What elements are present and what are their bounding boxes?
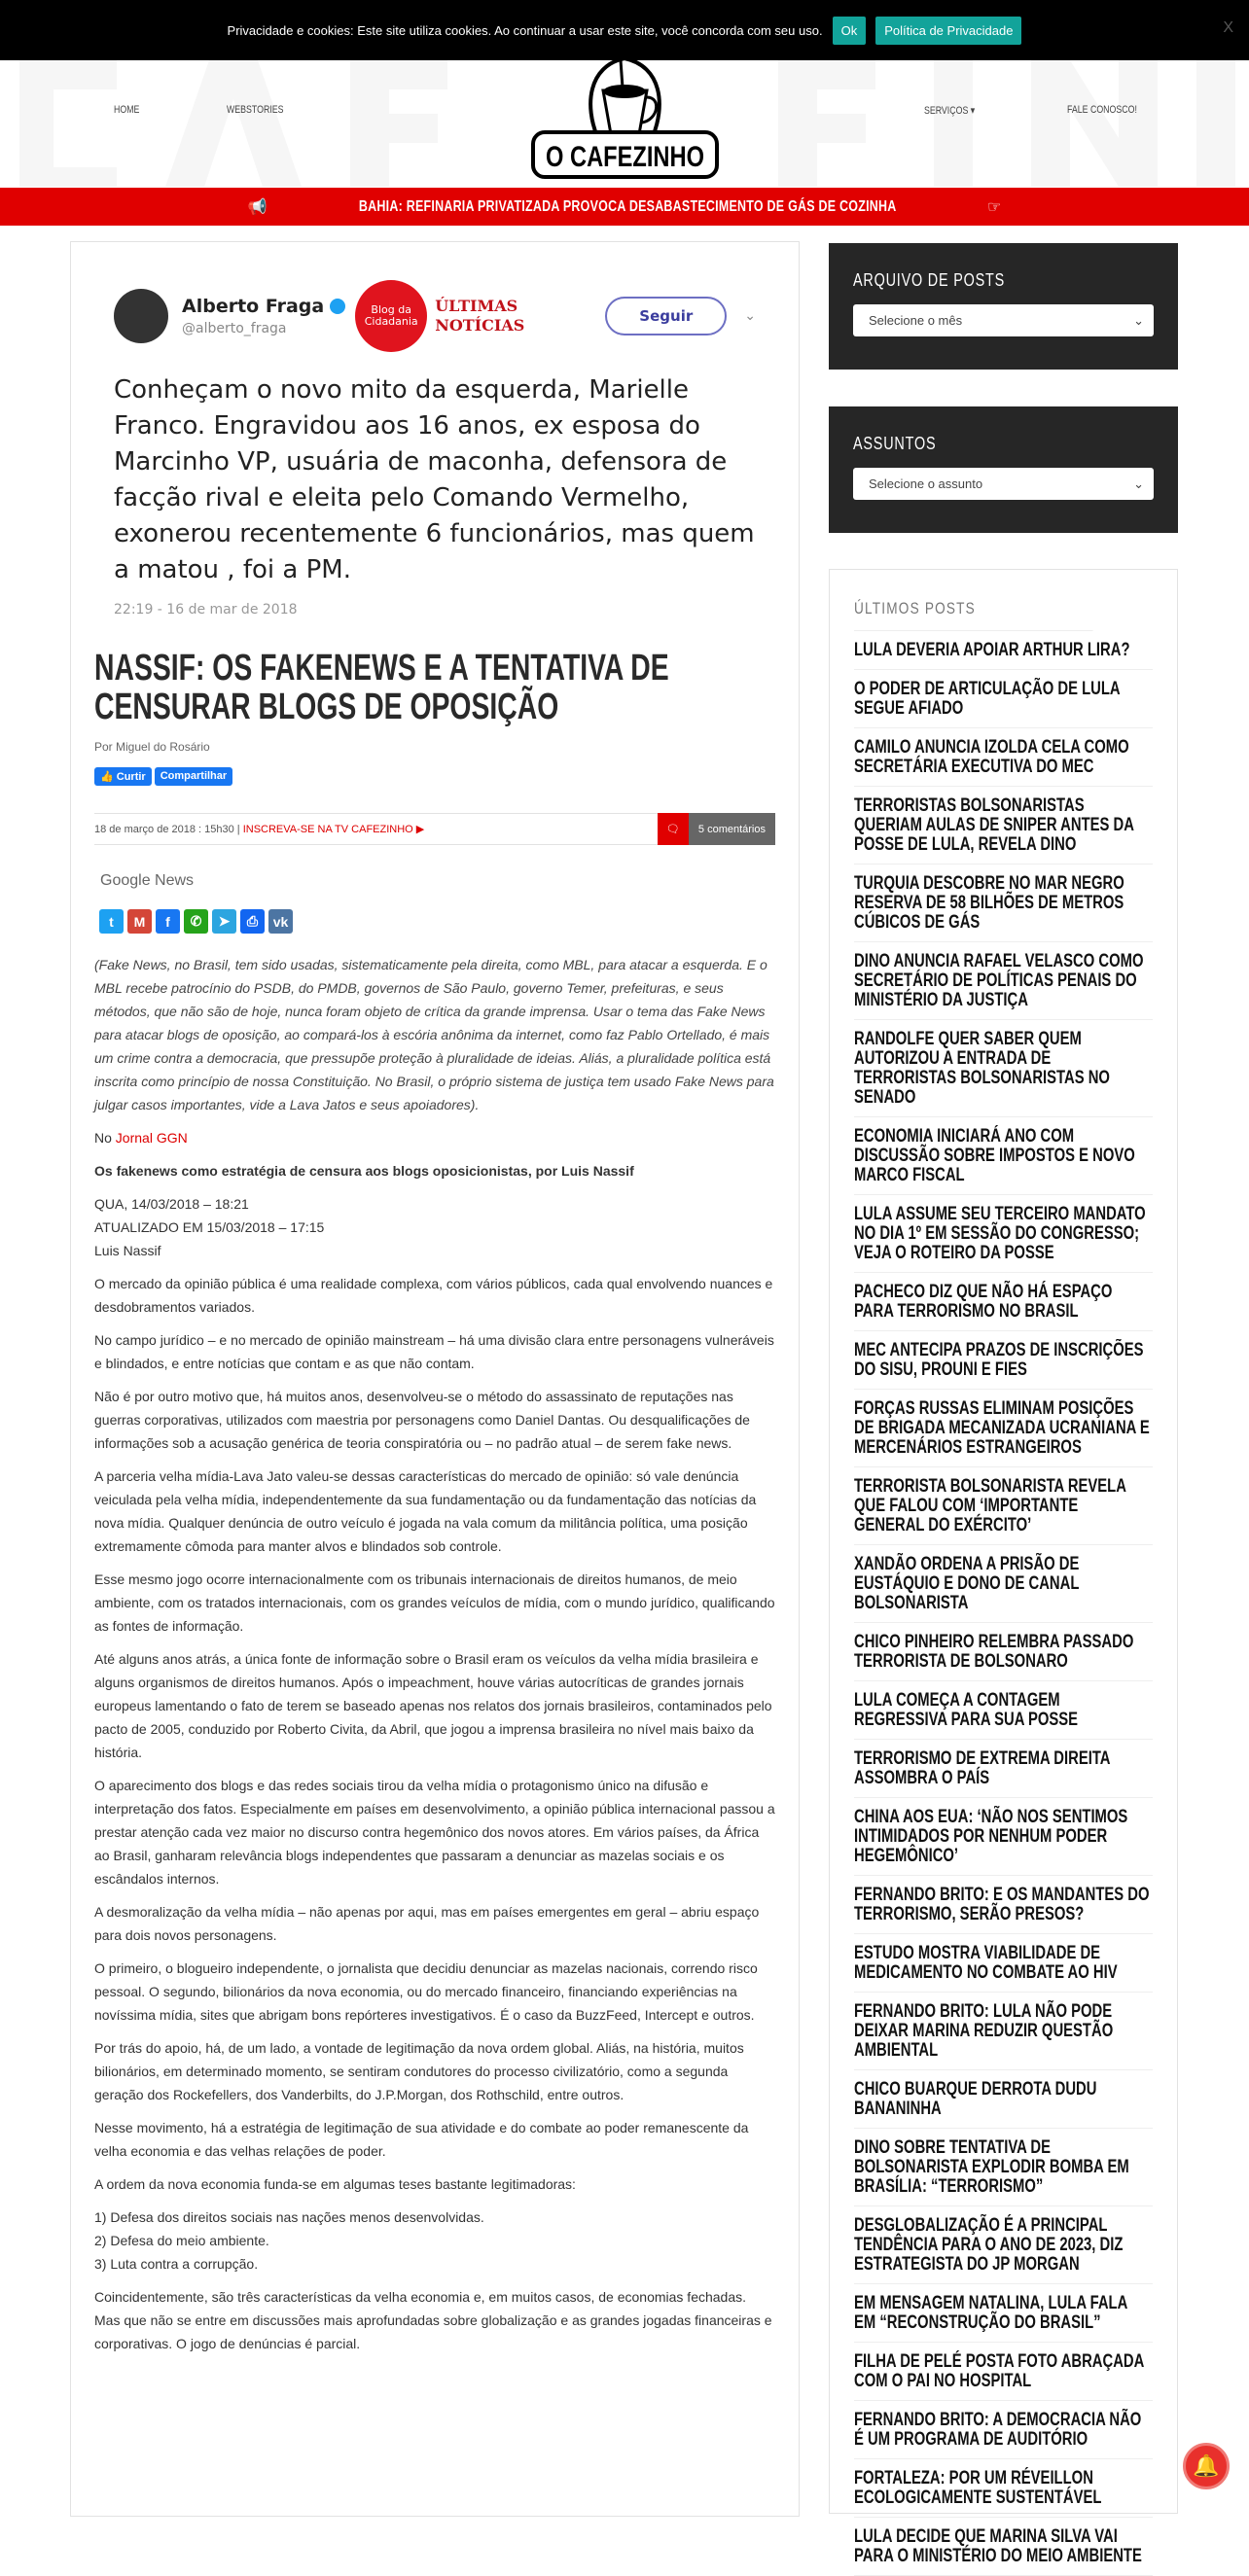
latest-post-link[interactable]: DINO ANUNCIA RAFAEL VELASCO COMO SECRETÁRIO DE POLÍTICAS PENAIS DO MINISTÉRIO DA JUSTIÇA <box>854 942 1153 1020</box>
site-logo[interactable] <box>530 47 720 183</box>
tweet-timestamp: 22:19 - 16 de mar de 2018 <box>114 602 298 618</box>
megaphone-icon: 📢 <box>247 198 268 216</box>
latest-post-link[interactable]: FILHA DE PELÉ POSTA FOTO ABRAÇADA COM O PAI NO HOSPITAL <box>854 2343 1153 2401</box>
latest-post-link[interactable]: ECONOMIA INICIARÁ ANO COM DISCUSSÃO SOBRE IMPOSTOS E NOVO MARCO FISCAL <box>854 1117 1153 1195</box>
whatsapp-share-icon[interactable]: ✆ <box>184 909 208 934</box>
latest-post-link[interactable]: LULA DEVERIA APOIAR ARTHUR LIRA? <box>854 631 1153 670</box>
topic-select[interactable]: Selecione o assunto ⌄ <box>853 468 1154 500</box>
cookie-ok-button[interactable]: Ok <box>833 17 867 45</box>
paragraph: O mercado da opinião pública é uma realidade complexa, com vários públicos, cada qual envolvendo nuances e desdobramentos variados. <box>94 1276 773 1315</box>
news-ticker[interactable] <box>0 188 1249 226</box>
latest-post-link[interactable]: CHICO PINHEIRO RELEMBRA PASSADO TERRORISTA DE BOLSONARO <box>854 1623 1153 1681</box>
archive-month-select[interactable]: Selecione o mês ⌄ <box>853 304 1154 336</box>
jornal-ggn-link[interactable]: Jornal GGN <box>115 1130 188 1146</box>
verified-icon <box>330 299 345 314</box>
tweet-follow-button: Seguir <box>605 297 727 335</box>
telegram-share-icon[interactable]: ➤ <box>212 909 236 934</box>
latest-post-link[interactable]: TERRORISMO DE EXTREMA DIREITA ASSOMBRA O PAÍS <box>854 1740 1153 1798</box>
nav-webstories[interactable]: WEBSTORIES <box>227 104 284 116</box>
paragraph: O primeiro, o blogueiro independente, o jornalista que decidiu denunciar as mazelas nacionais, correndo risco pessoal. O segundo, bilionários da nova economia, ou do mercado financeiro, financiando experiências na novíssima mídia, sites que abrigam bons repórteres investigativos. É o caso da BuzzFeed, Intercept e outros. <box>94 1960 758 2023</box>
paragraph: Não é por outro motivo que, há muitos anos, desenvolveu-se o método do assassinato de reputações nas guerras corporativas, utilizados com maestria por personagens como Daniel Dantas. Ou desqualificações de informações sob a acusação genérica de teoria conspiratória ou – no padrão atual – de serem fake news. <box>94 1389 750 1451</box>
latest-post-link[interactable]: FERNANDO BRITO: A DEMOCRACIA NÃO É UM PROGRAMA DE AUDITÓRIO <box>854 2401 1153 2459</box>
paragraph: Até alguns anos atrás, a única fonte de informação sobre o Brasil eram os veículos da velha mídia brasileira e alguns organismos de direitos humanos. Após o impeachment, houve várias autocríticas de grandes jornais europeus lamentando o fato de terem se baseado apenas nos relatos dos jornais brasileiros, contaminados pelo pacto de 2005, conduzido por Roberto Civita, da Abril, que jogou a imprensa brasileira no nível mais baixo da história. <box>94 1651 772 1760</box>
paragraph: A parceria velha mídia-Lava Jato valeu-se dessas características do mercado de opinião: só vale denúncia veiculada pela velha mídia, independentemente da sua fundamentação ou da fundamentação das notícias da nova mídia. Qualquer denúncia de outro veículo é jogada na vala comum da militância política, uma posição extremamente cômoda para manter alvos e blindados sob controle. <box>94 1468 757 1554</box>
tweet-author: Alberto Fraga <box>182 296 325 317</box>
list-item: 3) Luta contra a corrupção. <box>94 2256 259 2272</box>
latest-post-link[interactable]: LULA DECIDE QUE MARINA SILVA VAI PARA O MINISTÉRIO DO MEIO AMBIENTE <box>854 2518 1153 2576</box>
paragraph: No campo jurídico – e no mercado de opinião mainstream – há uma divisão clara entre personagens vulneráveis e blindados, e entre notícias que contam e as que não contam. <box>94 1332 774 1371</box>
privacy-policy-button[interactable]: Política de Privacidade <box>875 17 1021 45</box>
list-item: 2) Defesa do meio ambiente. <box>94 2233 269 2248</box>
facebook-share-button[interactable]: Compartilhar <box>155 767 232 786</box>
subscribe-tv-link[interactable]: INSCREVA-SE NA TV CAFEZINHO ▶ <box>242 824 425 835</box>
archive-widget <box>829 243 1178 370</box>
dateline: QUA, 14/03/2018 – 18:21 <box>94 1196 249 1212</box>
article-date: 18 de março de 2018 : 15h30 | <box>94 823 240 835</box>
nav-fale-conosco[interactable]: FALE CONOSCO! <box>1067 104 1137 116</box>
tweet-identity <box>182 296 345 336</box>
intro-paragraph: (Fake News, no Brasil, tem sido usadas, sistematicamente pela direita, como MBL, para atacar a esquerda. E o MBL recebe patrocínio do PSDB, do PMDB, governos de São Paulo, governo Temer, prefeituras, e seus métodos, que não são de hoje, nunca foram objeto de crítica da grande imprensa. Usar o tema das Fake News para atacar blogs de oposição, ao compará-los à escória anônima da internet, como faz Pablo Ortellado, é mais um crime contra a democracia, que pressupõe proteção à pluralidade de ideias. Aliás, a pluralidade política está inscrita como princípio de nossa Constituição. No Brasil, o próprio sistema de justiça tem usado Fake News para julgar casos importantes, vide a Lava Jatos e seus apoiadores). <box>94 957 774 1112</box>
paragraph: Por trás do apoio, há, de um lado, a vontade de legitimação da nova ordem global. Aliás, na história, muitos bilionários, em determinado momento, se sentiram condutores do processo civilizatório, como a segunda geração dos Rockefellers, dos Vanderbilts, do J.P.Morgan, dos Rothschild, entre outros. <box>94 2040 744 2102</box>
latest-post-link[interactable]: FERNANDO BRITO: LULA NÃO PODE DEIXAR MARINA REDUZIR QUESTÃO AMBIENTAL <box>854 1993 1153 2070</box>
notification-bell-button[interactable] <box>1183 2443 1230 2489</box>
tweet-screenshot-image <box>75 248 795 631</box>
latest-post-link[interactable]: XANDÃO ORDENA A PRISÃO DE EUSTÁQUIO E DONO DE CANAL BOLSONARISTA <box>854 1545 1153 1623</box>
paragraph: Coincidentemente, são três características da velha economia e, em muitos casos, de economias fechadas. Mas que não se entre em discussões mais aprofundadas sobre globalização e as grandes jogadas financeiras e corporativas. O jogo de denúncias é parcial. <box>94 2289 772 2351</box>
bell-icon: 🔔 <box>1193 2453 1220 2478</box>
latest-post-link[interactable]: TURQUIA DESCOBRE NO MAR NEGRO RESERVA DE 58 BILHÕES DE METROS CÚBICOS DE GÁS <box>854 865 1153 942</box>
vk-share-icon[interactable]: vk <box>268 909 293 934</box>
dateline-updated: ATUALIZADO EM 15/03/2018 – 17:15 <box>94 1219 325 1235</box>
twitter-share-icon[interactable]: t <box>99 909 124 934</box>
article-subtitle: Os fakenews como estratégia de censura aos blogs oposicionistas, por Luis Nassif <box>94 1163 634 1179</box>
topics-title: ASSUNTOS <box>853 434 937 453</box>
paragraph: Nesse movimento, há a estratégia de legitimação de sua atividade e do combate ao poder remanescente da velha economia e das velhas relações de poder. <box>94 2120 749 2159</box>
latest-post-link[interactable]: FORTALEZA: POR UM RÉVEILLON ECOLOGICAMENTE SUSTENTÁVEL <box>854 2459 1153 2518</box>
tweet-text: Conheçam o novo mito da esquerda, Marielle Franco. Engravidou aos 16 anos, ex esposa do Marcinho VP, usuária de maconha, defensora de facção rival e eleita pelo Comando Vermelho, exonerou recentemente 6 funcionários, mas quem a matou , foi a PM. <box>114 375 755 584</box>
share-icons <box>99 909 775 934</box>
comments-count[interactable]: 5 comentários <box>689 813 775 845</box>
latest-post-link[interactable]: PACHECO DIZ QUE NÃO HÁ ESPAÇO PARA TERRORISMO NO BRASIL <box>854 1273 1153 1331</box>
article-meta <box>94 813 775 845</box>
latest-post-link[interactable]: TERRORISTA BOLSONARISTA REVELA QUE FALOU COM ‘IMPORTANTE GENERAL DO EXÉRCITO’ <box>854 1467 1153 1545</box>
article-title: NASSIF: OS FAKENEWS E A TENTATIVA DE CENSURAR BLOGS DE OPOSIÇÃO <box>94 648 669 727</box>
paragraph: A desmoralização da velha mídia – não apenas por aqui, mas em países emergentes em geral – abriu espaço para dois novos personagens. <box>94 1904 760 1943</box>
paragraph: O aparecimento dos blogs e das redes sociais tirou da velha mídia o protagonismo único na difusão e interpretação dos fatos. Especialmente em países em desenvolvimento, a opinião pública internacional passou a prestar atenção cada vez maior no discurso contra hegemônico dos novos atores. Em vários países, da África ao Brasil, ganharam relevância blogs independentes que passaram a denunciar as mazelas sociais e os escândalos internos. <box>94 1778 775 1887</box>
cookie-close-icon[interactable]: X <box>1223 19 1233 36</box>
gmail-share-icon[interactable]: M <box>127 909 152 934</box>
latest-post-link[interactable]: RANDOLFE QUER SABER QUEM AUTORIZOU A ENTRADA DE TERRORISTAS BOLSONARISTAS NO SENADO <box>854 1020 1153 1117</box>
facebook-like-button[interactable]: 👍 Curtir <box>94 767 152 786</box>
archive-title: ARQUIVO DE POSTS <box>853 270 1006 290</box>
cookie-text: Privacidade e cookies: Este site utiliza cookies. Ao continuar a usar este site, você concorda com seu uso. <box>227 22 823 38</box>
latest-post-link[interactable]: CAMILO ANUNCIA IZOLDA CELA COMO SECRETÁRIA EXECUTIVA DO MEC <box>854 728 1153 787</box>
latest-post-link[interactable]: CHINA AOS EUA: ‘NÃO NOS SENTIMOS INTIMIDADOS POR NENHUM PODER HEGEMÔNICO’ <box>854 1798 1153 1876</box>
latest-post-link[interactable]: O PODER DE ARTICULAÇÃO DE LULA SEGUE AFIADO <box>854 670 1153 728</box>
tweet-avatar <box>114 289 168 343</box>
latest-post-link[interactable]: FERNANDO BRITO: E OS MANDANTES DO TERRORISMO, SERÃO PRESOS? <box>854 1876 1153 1934</box>
latest-posts-title: ÚLTIMOS POSTS <box>854 599 1093 631</box>
paragraph: A ordem da nova economia funda-se em algumas teses bastante legitimadoras: <box>94 2176 576 2192</box>
article-container <box>70 241 800 2517</box>
tweet-handle: @alberto_fraga <box>182 321 287 336</box>
google-news-link[interactable]: Google News <box>100 872 195 889</box>
hand-pointer-icon: ☞ <box>987 198 1002 216</box>
article-byline: Por Miguel do Rosário <box>94 740 210 754</box>
site-header <box>0 60 1249 187</box>
paragraph: Esse mesmo jogo ocorre internacionalmente com os tribunais internacionais de direitos humanos, de meio ambiente, com os tratados internacionais, com os grandes veículos de mídia, com o mundo jurídico, qualificando as fontes de informação. <box>94 1571 775 1634</box>
latest-post-link[interactable]: TERRORISTAS BOLSONARISTAS QUERIAM AULAS DE SNIPER ANTES DA POSSE DE LULA, REVELA DINO <box>854 787 1153 865</box>
latest-post-link[interactable]: FORÇAS RUSSAS ELIMINAM POSIÇÕES DE BRIGADA MECANIZADA UCRANIANA E MERCENÁRIOS ESTRANGEIROS <box>854 1390 1153 1467</box>
badge-caption: ÚLTIMAS NOTÍCIAS <box>435 297 525 335</box>
nav-servicos-label: SERVIÇOS <box>924 105 969 117</box>
caret-down-icon: ▾ <box>970 105 976 117</box>
ticker-headline[interactable]: BAHIA: REFINARIA PRIVATIZADA PROVOCA DESABASTECIMENTO DE GÁS DE COZINHA <box>358 197 897 215</box>
latest-post-link[interactable]: ESTUDO MOSTRA VIABILIDADE DE MEDICAMENTO NO COMBATE AO HIV <box>854 1934 1153 1993</box>
tweet-header <box>114 277 756 355</box>
latest-post-link[interactable]: LULA COMEÇA A CONTAGEM REGRESSIVA PARA SUA POSSE <box>854 1681 1153 1740</box>
chevron-down-icon: ⌄ <box>1133 312 1144 328</box>
list-item: 1) Defesa dos direitos sociais nas nações menos desenvolvidas. <box>94 2209 484 2225</box>
blog-badge: Blog da Cidadania <box>355 280 427 352</box>
chevron-down-icon: ⌄ <box>744 308 756 324</box>
latest-post-link[interactable]: EM MENSAGEM NATALINA, LULA FALA EM “RECONSTRUÇÃO DO BRASIL” <box>854 2284 1153 2343</box>
comments-link[interactable] <box>658 813 775 845</box>
youtube-icon: ▶ <box>415 824 425 835</box>
chevron-down-icon: ⌄ <box>1133 476 1144 491</box>
latest-post-link[interactable]: DINO SOBRE TENTATIVA DE BOLSONARISTA EXPLODIR BOMBA EM BRASÍLIA: “TERRORISMO” <box>854 2129 1153 2206</box>
topics-widget <box>829 406 1178 533</box>
nav-home[interactable]: HOME <box>114 104 140 116</box>
latest-post-link[interactable]: LULA ASSUME SEU TERCEIRO MANDATO NO DIA 1º EM SESSÃO DO CONGRESSO; VEJA O ROTEIRO DA POSSE <box>854 1195 1153 1273</box>
nav-servicos[interactable] <box>924 104 975 117</box>
facebook-buttons <box>94 767 775 786</box>
facebook-share-icon[interactable]: f <box>156 909 180 934</box>
latest-post-link[interactable]: MEC ANTECIPA PRAZOS DE INSCRIÇÕES DO SISU, PROUNI E FIES <box>854 1331 1153 1390</box>
logo-text: O CAFEZINHO <box>546 141 704 173</box>
latest-posts-widget <box>829 569 1178 2566</box>
article-body <box>94 953 775 2355</box>
comment-icon: 🗨 <box>658 813 689 845</box>
latest-post-link[interactable]: DESGLOBALIZAÇÃO É A PRINCIPAL TENDÊNCIA PARA O ANO DE 2023, DIZ ESTRATEGISTA DO JP MORGAN <box>854 2206 1153 2284</box>
latest-post-link[interactable]: CHICO BUARQUE DERROTA DUDU BANANINHA <box>854 2070 1153 2129</box>
print-share-icon[interactable]: ⎙ <box>240 909 265 934</box>
source-line: No Jornal GGN <box>94 1130 188 1146</box>
author-name: Luis Nassif <box>94 1243 161 1258</box>
